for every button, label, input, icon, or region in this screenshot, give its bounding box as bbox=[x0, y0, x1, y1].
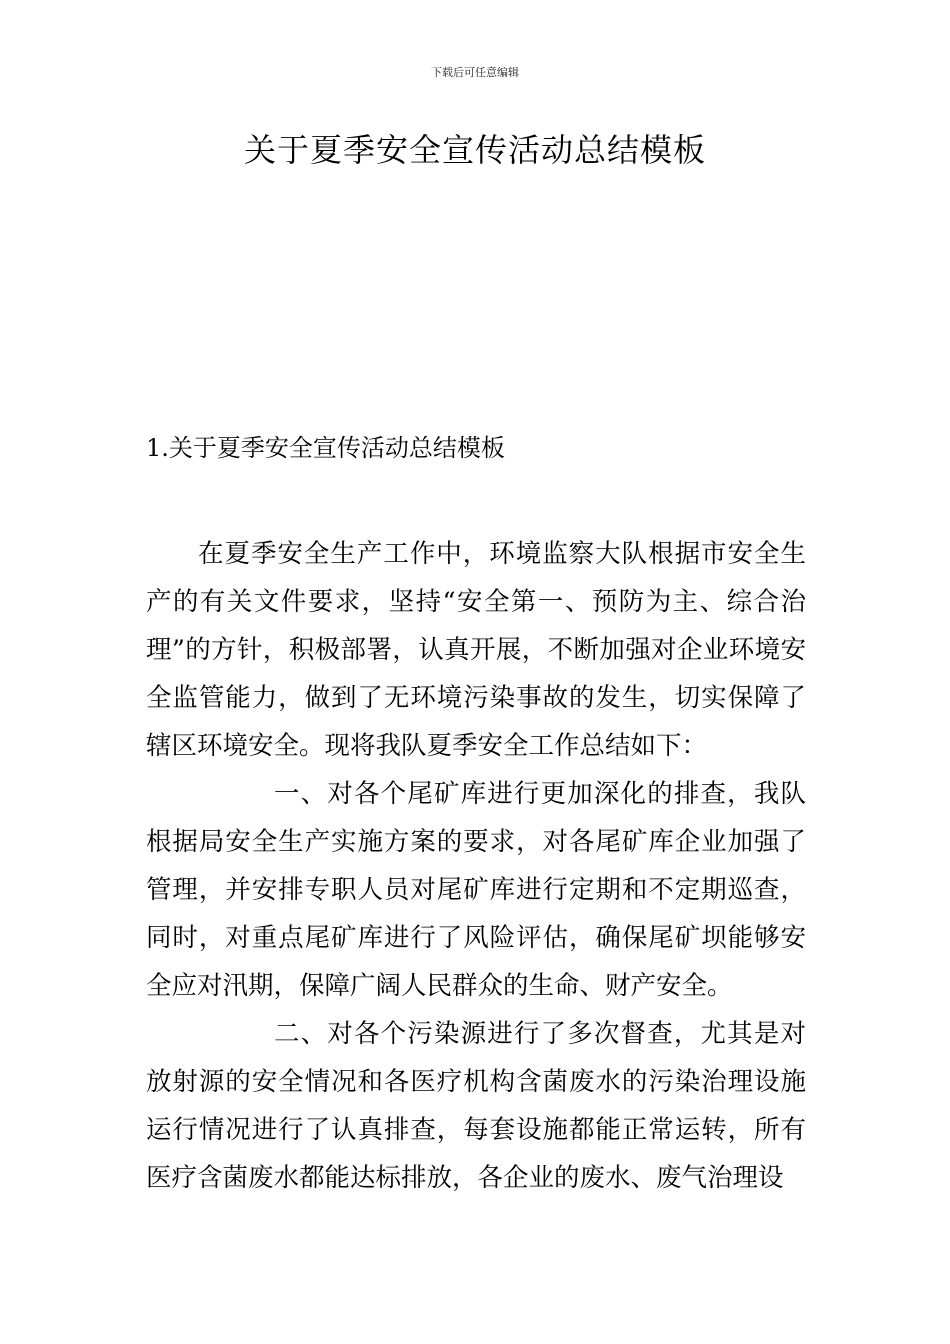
paragraph-item-1: 一、对各个尾矿库进行更加深化的排查，我队根据局安全生产实施方案的要求，对各尾矿库企业加强了管理，并安排专职人员对尾矿库进行定期和不定期巡查，同时，对重点尾矿库进行了风险评估，确保尾矿坝能够安全应对汛期，保障广阔人民群众的生命、财产安全。 bbox=[146, 779, 806, 1001]
page-header-note: 下载后可任意编辑 bbox=[431, 66, 519, 79]
section-heading: 1.关于夏季安全宣传活动总结模板 bbox=[146, 434, 505, 462]
document-body bbox=[146, 530, 806, 1202]
paragraph-intro: 在夏季安全生产工作中，环境监察大队根据市安全生产的有关文件要求，坚持“安全第一、预防为主、综合治理”的方针，积极部署，认真开展，不断加强对企业环境安全监管能力，做到了无环境污染事故的发生，切实保障了辖区环境安全。现将我队夏季安全工作总结如下： bbox=[146, 539, 806, 761]
document-title: 关于夏季安全宣传活动总结模板 bbox=[243, 131, 706, 169]
paragraph-item-2: 二、对各个污染源进行了多次督查，尤其是对放射源的安全情况和各医疗机构含菌废水的污染治理设施运行情况进行了认真排查，每套设施都能正常运转，所有医疗含菌废水都能达标排放，各企业的废水、废气治理设 bbox=[146, 1019, 806, 1193]
